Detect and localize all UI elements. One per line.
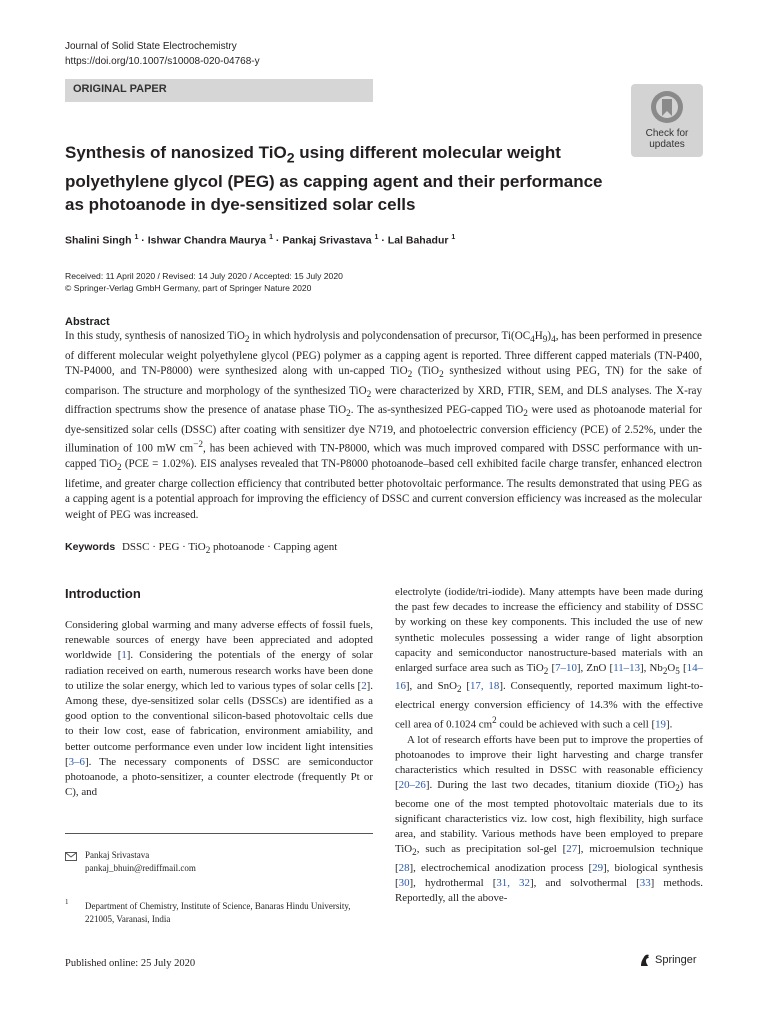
introduction-heading: Introduction — [65, 586, 141, 601]
citation-link[interactable]: 19 — [655, 718, 666, 731]
article-type-banner — [65, 79, 373, 102]
springer-horse-icon — [638, 953, 652, 967]
affiliation-text: Department of Chemistry, Institute of Science, Banaras Hindu University, 221005, Varanasi, India — [85, 901, 351, 924]
author-list: Shalini Singh $^1$ · Ishwar Chandra Maurya $^1$ · Pankaj Srivastava $^1$ · Lal Bahadur $^1$ — [65, 234, 456, 247]
article-type-label: ORIGINAL PAPER — [73, 83, 167, 95]
citation-link[interactable]: 29 — [592, 861, 604, 874]
article-dates: Received: 11 April 2020 / Revised: 14 July 2020 / Accepted: 15 July 2020 © Springer-Verlag GmbH Germany, part of Springer Nature 2020 — [65, 271, 343, 293]
author-name: Lal Bahadur — [387, 234, 449, 247]
intro-column-left — [65, 618, 373, 800]
citation-link[interactable]: 17, 18 — [469, 680, 500, 693]
citation-link[interactable]: 28 — [398, 861, 410, 874]
article-title: Synthesis of nanosized TiO$_2$ using different molecular weight polyethylene glycol (PEG) as capping agent and their performance as photoanode in dye-sensitized solar cells — [65, 143, 603, 215]
envelope-icon — [65, 852, 77, 861]
paragraph: A lot of research efforts have been put to improve the properties of photoanodes to improve their light harvesting and charge transfer characteristics which resulted in DSSC with reasonable efficiency [20–26]. During the last two decades, titanium dioxide (TiO$_2$) has become one of the most tempted photovoltaic materials due to its significant characteristics viz. low cost, high flexibility, high surface area, and stability. Various methods have been employed to prepare TiO$_2$, such as precipitation sol-gel [27], microemulsion technique [28], electrochemical anodization process [29], biological synthesis [30], hydrothermal [31, 32], and solvothermal [33] methods. Reportedly, all the above- — [395, 733, 704, 905]
journal-name: Journal of Solid State Electrochemistry — [65, 41, 237, 52]
author-name: Ishwar Chandra Maurya — [147, 234, 267, 247]
citation-link[interactable]: 27 — [566, 843, 578, 856]
citation-link[interactable]: 11–13 — [613, 662, 641, 675]
paragraph: electrolyte (iodide/tri-iodide). Many attempts have been made during the past few decades to increase the efficiency and stability of DSSC by working on these key components. This included the use of new synthetic molecules possessing a wider range of light absorption capacity and semiconductor nanostructure-based materials with an enlarged surface area such as TiO$_2$ [7–10], ZnO [11–13], $Nb_2O_5$ [14–16], and SnO$_2$ [17, 18]. Consequently, reported maximum light-to-electrical energy conversion efficiency of 14.3% with the effective cell area of 0.1024 $cm^2$ could be achieved with such a cell [19]. — [395, 586, 703, 731]
affiliation-number: 1 — [65, 898, 69, 906]
citation-link[interactable]: 2 — [361, 679, 367, 692]
author-name: Pankaj Srivastava — [282, 234, 372, 247]
citation-link[interactable]: 3–6 — [68, 755, 85, 768]
check-for-updates-button[interactable] — [631, 84, 703, 157]
corresponding-author-email[interactable]: pankaj_bhuin@rediffmail.com — [85, 863, 196, 873]
published-date: Published online: 25 July 2020 — [65, 958, 196, 969]
footnote-divider — [65, 833, 373, 834]
citation-link[interactable]: 30 — [398, 876, 410, 889]
citation-link[interactable]: 20–26 — [398, 779, 426, 792]
copyright-icon: © — [65, 283, 72, 293]
corresponding-author-name: Pankaj Srivastava — [85, 850, 150, 860]
doi-link[interactable]: https://doi.org/10.1007/s10008-020-04768-y — [65, 56, 260, 67]
paragraph: Considering global warming and many adverse effects of fossil fuels, renewable sources of energy have been appreciated and adopted worldwide [1]. Considering the potentials of the energy of solar radiation received on earth, numerous research works have been done to utilize the solar energy, which led to various types of solar cells [2]. Among these, dye-sensitized solar cells (DSSCs) are identified as a good option to the conventional silicon-based photovoltaic cells due to their low cost, ease of fabrication, environment amiability, and better outcome performance even under low incident light intensities [3–6]. The necessary components of DSSC are semiconductor photoanode, a photo-sensitizer, a counter electrode (frequently Pt or C), and — [65, 619, 373, 799]
citation-link[interactable]: 14–16 — [395, 662, 703, 693]
citation-link[interactable]: 1 — [121, 649, 127, 662]
badge-text-line2: updates — [649, 139, 685, 150]
intro-column-right — [395, 585, 703, 906]
citation-link[interactable]: 7–10 — [555, 662, 577, 675]
keywords: Keywords DSSC · PEG · TiO$_2$ photoanode · Capping agent — [65, 541, 338, 556]
abstract-body: In this study, synthesis of nanosized TiO$_2$ in which hydrolysis and polycondensation of precursor, $Ti(OC_4H_9)_4$, has been performed in presence of different molecular weight polyethylene glycol (PEG) polymer as a capping agent is reported. Three different capped materials (TN-P400, TN-P4000, and TN-P8000) were synthesized along with un-capped TiO$_2$ (TiO$_2$ synthesized without using PEG, TN) for the sake of comparison. The structure and morphology of the synthesized TiO$_2$ were characterized by XRD, FTIR, SEM, and DLS analyses. The X-ray diffraction spectrums show the presence of anatase phase TiO$_2$. The as-synthesized PEG-capped TiO$_2$ were used as photoanode material for dye-sensitized solar cells (DSSC) after coating with sensitizer dye N719, and photoelectric conversion efficiency (PCE) of 2.52%, under the illumination of 100 mW $cm^{-2}$, has been achieved with TN-P8000, which was much improved compared with DSSC performance with un-capped TiO$_2$ (PCE = 1.02%). EIS analyses revealed that TN-P8000 photoanode–based cell exhibited facile charge transfer, enhanced electron lifetime, and greater charge collection efficiency that contributed better photovoltaic performance. The results demonstrated that using PEG as a capping agent is a potential approach for improving the efficiency of DSSC and current conversion efficiency was increased as the molecular weight of PEG was increased. — [65, 330, 702, 521]
bookmark-circle-icon — [649, 89, 685, 125]
publisher-logo: Springer — [638, 953, 697, 967]
author-name: Shalini Singh — [65, 234, 132, 247]
keywords-label: Keywords — [65, 541, 116, 553]
citation-link[interactable]: 33 — [639, 876, 651, 889]
abstract-heading: Abstract — [65, 316, 110, 328]
citation-link[interactable]: 31, 32 — [496, 876, 530, 889]
badge-text-line1: Check for — [645, 128, 689, 139]
